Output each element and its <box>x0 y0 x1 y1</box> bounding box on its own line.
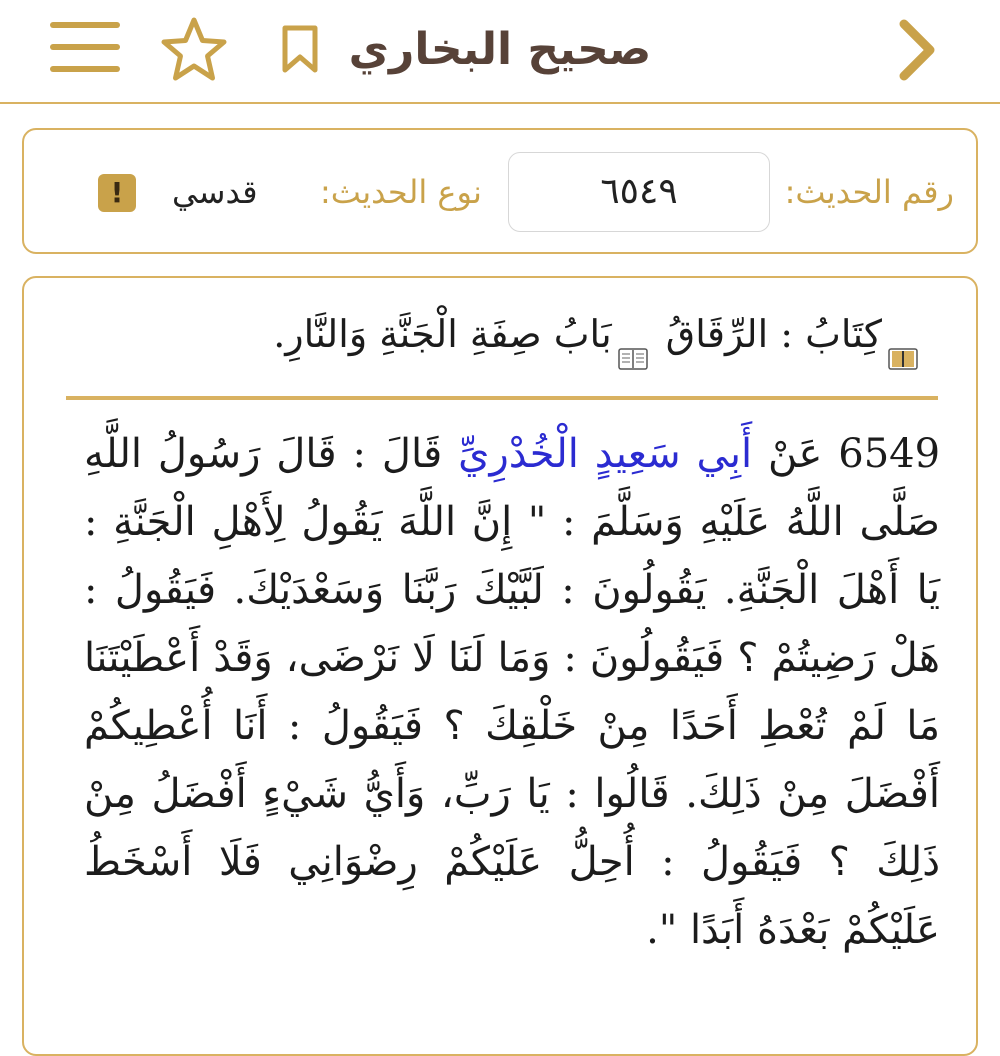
star-icon[interactable] <box>158 14 230 86</box>
hadith-text <box>84 420 940 964</box>
hadith-number: 6549 <box>838 431 941 477</box>
hadith-type-label: نوع الحديث: <box>320 173 482 211</box>
narrator-link[interactable]: أَبِي سَعِيدٍ الْخُدْرِيِّ <box>458 431 753 477</box>
open-book-icon <box>618 327 648 349</box>
menu-icon[interactable] <box>50 22 120 72</box>
divider <box>66 396 938 400</box>
book-icon <box>888 327 918 349</box>
chapter-name[interactable]: بَابُ صِفَةِ الْجَنَّةِ وَالنَّارِ. <box>273 312 612 356</box>
hadith-number-field[interactable]: ٦٥٤٩ <box>508 152 770 232</box>
hadith-type-value: قدسي <box>172 173 258 211</box>
hadith-prefix: عَنْ <box>768 431 823 477</box>
hadith-content-panel <box>22 276 978 1056</box>
hadith-number-label: رقم الحديث: <box>784 173 954 211</box>
hadith-info-panel <box>22 128 978 254</box>
bookmark-icon[interactable] <box>278 24 322 74</box>
page-title: صحيح البخاري <box>348 24 652 75</box>
book-name[interactable]: كِتَابُ : الرِّقَاقُ <box>665 312 882 356</box>
alert-icon[interactable]: ! <box>98 174 136 212</box>
chevron-right-icon[interactable] <box>892 18 942 82</box>
hadith-body: قَالَ : قَالَ رَسُولُ اللَّهِ صَلَّى اللَّهُ عَلَيْهِ وَسَلَّمَ : " إِنَّ اللَّهَ يَقُولُ لِأَهْلِ الْجَنَّةِ : يَا أَهْلَ الْجَنَّةِ. يَقُولُونَ : لَبَّيْكَ رَبَّنَا وَسَعْدَيْكَ. فَيَقُولُ : هَلْ رَضِيتُمْ ؟ فَيَقُولُونَ : وَمَا لَنَا لَا نَرْضَى، وَقَدْ أَعْطَيْتَنَا مَا لَمْ تُعْطِ أَحَدًا مِنْ خَلْقِكَ ؟ فَيَقُولُ : أَنَا أُعْطِيكُمْ أَفْضَلَ مِنْ ذَلِكَ. قَالُوا : يَا رَبِّ، وَأَيُّ شَيْءٍ أَفْضَلُ مِنْ ذَلِكَ ؟ فَيَقُولُ : أُحِلُّ عَلَيْكُمْ رِضْوَانِي فَلَا أَسْخَطُ عَلَيْكُمْ بَعْدَهُ أَبَدًا ". <box>84 431 940 953</box>
chapter-heading <box>64 304 924 364</box>
top-bar <box>0 0 1000 104</box>
